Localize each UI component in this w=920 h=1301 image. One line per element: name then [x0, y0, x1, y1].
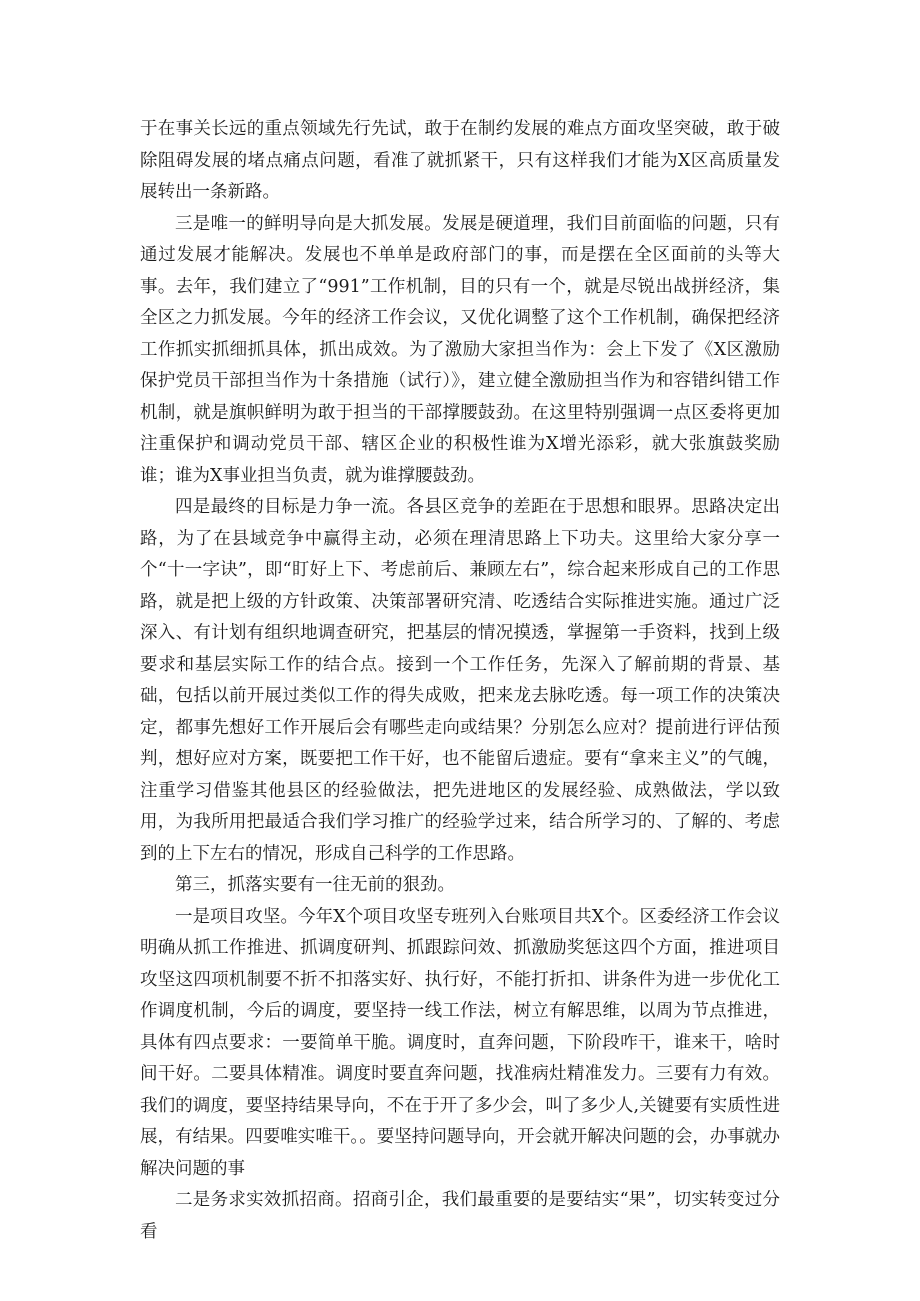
paragraph-point-three: 三是唯一的鲜明导向是大抓发展。发展是硬道理，我们目前面临的问题，只有通过发展才能解决。发展也不单单是政府部门的事，而是摆在全区面前的头等大事。去年，我们建立了“991”工作机制，目的只有一个，就是尽锐出战拼经济，集全区之力抓发展。今年的经济工作会议，又优化调整了这个工作机制，确保把经济工作抓实抓细抓具体，抓出成效。为了激励大家担当作为：会上下发了《X区激励保护党员干部担当作为十条措施（试行）》，建立健全激励担当作为和容错纠错工作机制，就是旗帜鲜明为敢于担当的干部撑腰鼓劲。在这里特别强调一点区委将更加注重保护和调动党员干部、辖区企业的积极性谁为X增光添彩，就大张旗鼓奖励谁；谁为X事业担当负责，就为谁撑腰鼓劲。 [140, 213, 780, 486]
paragraph-point-four: 四是最终的目标是力争一流。各县区竞争的差距在于思想和眼界。思路决定出路，为了在县域竞争中赢得主动，必须在理清思路上下功夫。这里给大家分享一个“十一字诀”，即“盯好上下、考虑前后、兼顾左右”，综合起来形成自己的工作思路，就是把上级的方针政策、决策部署研究清、吃透结合实际推进实施。通过广泛深入、有计划有组织地调查研究，把基层的情况摸透，掌握第一手资料，找到上级要求和基层实际工作的结合点。接到一个工作任务，先深入了解前期的背景、基础，包括以前开展过类似工作的得失成败，把来龙去脉吃透。每一项工作的决策决定，都事先想好工作开展后会有哪些走向或结果？分别怎么应对？提前进行评估预判，想好应对方案，既要把工作干好，也不能留后遗症。要有“拿来主义”的气魄，注重学习借鉴其他县区的经验做法，把先进地区的发展经验、成熟做法，学以致用，为我所用把最适合我们学习推广的经验学过来，结合所学习的、了解的、考虑到的上下左右的情况，形成自己科学的工作思路。 [140, 497, 780, 864]
document-body [140, 114, 780, 1248]
paragraph-continuation: 于在事关长远的重点领域先行先试，敢于在制约发展的难点方面攻坚突破，敢于破除阻碍发展的堵点痛点问题，看准了就抓紧干，只有这样我们才能为X区高质量发展转出一条新路。 [140, 119, 780, 202]
section-heading-third: 第三，抓落实要有一往无前的狠劲。 [175, 875, 455, 895]
paragraph-investment-attraction: 二是务求实效抓招商。招商引企，我们最重要的是要结实“果”，切实转变过分看 [140, 1190, 780, 1242]
paragraph-project-tackling: 一是项目攻坚。今年X个项目攻坚专班列入台账项目共X个。区委经济工作会议明确从抓工作推进、抓调度研判、抓跟踪问效、抓激励奖惩这四个方面，推进项目攻坚这四项机制要不折不扣落实好、执行好，不能打折扣、讲条件为进一步优化工作调度机制，今后的调度，要坚持一线工作法，树立有解思维，以周为节点推进，具体有四点要求：一要简单干脆。调度时，直奔问题，下阶段咋干，谁来干，啥时间干好。二要具体精准。调度时要直奔问题，找准病灶精准发力。三要有力有效。我们的调度，要坚持结果导向，不在于开了多少会，叫了多少人,关键要有实质性进展，有结果。四要唯实唯干。。要坚持问题导向，开会就开解决问题的会，办事就办解决问题的事 [140, 906, 780, 1179]
